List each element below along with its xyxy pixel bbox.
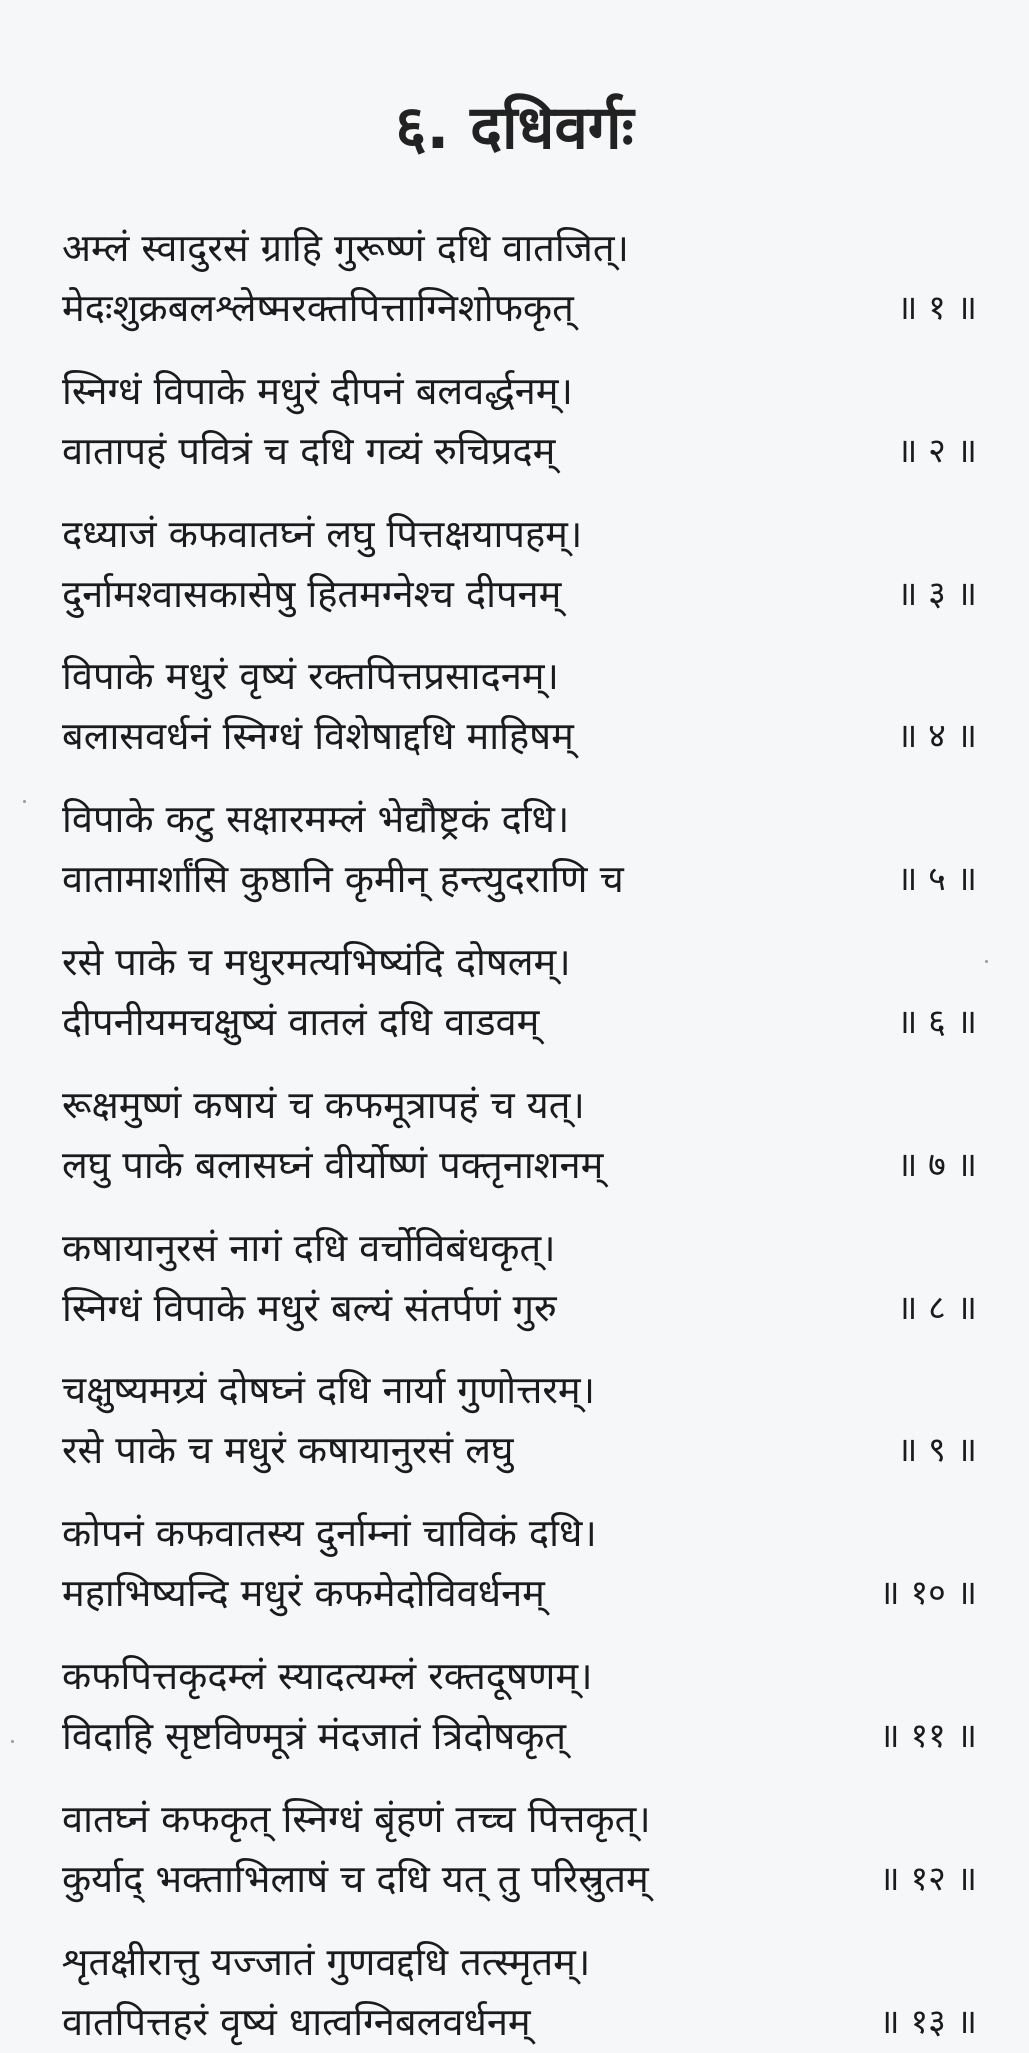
verse-line-1 bbox=[62, 361, 977, 421]
verse-number: ॥ २ ॥ bbox=[896, 431, 977, 471]
verse-line-2 bbox=[62, 992, 977, 1052]
scan-speck bbox=[23, 800, 26, 803]
verse-line-1 bbox=[62, 1789, 977, 1849]
verse-line-2 bbox=[62, 564, 977, 624]
verse-line-2 bbox=[62, 1420, 977, 1480]
verse-number: ॥ ८ ॥ bbox=[896, 1288, 977, 1328]
verse-text: दध्याजं कफवातघ्नं लघु पित्तक्षयापहम्। bbox=[62, 512, 583, 556]
verse-block bbox=[62, 361, 977, 481]
verse-block bbox=[62, 218, 977, 338]
chapter-title: ६. दधिवर्गः bbox=[395, 93, 634, 163]
verse-block bbox=[62, 1360, 977, 1480]
verse-block bbox=[62, 789, 977, 909]
verse-text: कुर्याद् भक्ताभिलाषं च दधि यत् तु परिस्रुतम् bbox=[62, 1857, 649, 1901]
verse-number: ॥ १० ॥ bbox=[879, 1573, 977, 1613]
verse-text: दुर्नामश्वासकासेषु हितमग्नेश्च दीपनम् bbox=[62, 572, 562, 616]
verse-text: स्निग्धं विपाके मधुरं दीपनं बलवर्द्धनम्। bbox=[62, 369, 573, 413]
verse-text: चक्षुष्यमग्र्यं दोषघ्नं दधि नार्या गुणोत्तरम्। bbox=[62, 1368, 596, 1412]
verse-block bbox=[62, 1789, 977, 1909]
verse-line-2 bbox=[62, 1849, 977, 1909]
verse-line-1 bbox=[62, 1218, 977, 1278]
verse-line-1 bbox=[62, 932, 977, 992]
verse-line-2 bbox=[62, 1563, 977, 1623]
verse-line-1 bbox=[62, 1932, 977, 1992]
verse-number: ॥ ७ ॥ bbox=[896, 1145, 977, 1185]
scan-speck bbox=[11, 1740, 14, 1743]
verse-line-2 bbox=[62, 849, 977, 909]
verse-text: वातपित्तहरं वृष्यं धात्वग्निबलवर्धनम् bbox=[62, 2000, 531, 2044]
verse-block bbox=[62, 1075, 977, 1195]
verse-text: कफपित्तकृदम्लं स्यादत्यम्लं रक्तदूषणम्। bbox=[62, 1654, 593, 1698]
verse-text: रूक्षमुष्णं कषायं च कफमूत्रापहं च यत्। bbox=[62, 1083, 585, 1127]
verse-line-1 bbox=[62, 1646, 977, 1706]
scan-speck bbox=[985, 960, 988, 963]
verse-number: ॥ ९ ॥ bbox=[896, 1430, 977, 1470]
verse-text: कोपनं कफवातस्य दुर्नाम्नां चाविकं दधि। bbox=[62, 1511, 597, 1555]
verse-line-1 bbox=[62, 646, 977, 706]
verse-text: बलासवर्धनं स्निग्धं विशेषाद्दधि माहिषम् bbox=[62, 714, 574, 758]
verse-text: लघु पाके बलासघ्नं वीर्योष्णं पक्तृनाशनम् bbox=[62, 1143, 604, 1187]
verse-line-2 bbox=[62, 421, 977, 481]
verse-line-1 bbox=[62, 1360, 977, 1420]
verse-line-2 bbox=[62, 1706, 977, 1766]
verse-line-1 bbox=[62, 1075, 977, 1135]
verse-text: वातघ्नं कफकृत् स्निग्धं बृंहणं तच्च पित्तकृत्। bbox=[62, 1797, 651, 1841]
verse-block bbox=[62, 1646, 977, 1766]
verse-text: अम्लं स्वादुरसं ग्राहि गुरूष्णं दधि वातजित्। bbox=[62, 226, 629, 270]
verse-text: विदाहि सृष्टविण्मूत्रं मंदजातं त्रिदोषकृत् bbox=[62, 1714, 567, 1758]
verse-text: विपाके मधुरं वृष्यं रक्तपित्तप्रसादनम्। bbox=[62, 654, 559, 698]
verse-text: रसे पाके च मधुरं कषायानुरसं लघु bbox=[62, 1428, 514, 1472]
verse-block bbox=[62, 1218, 977, 1338]
verse-number: ॥ ४ ॥ bbox=[896, 716, 977, 756]
verse-line-2 bbox=[62, 1278, 977, 1338]
verse-block bbox=[62, 504, 977, 624]
verse-text: शृतक्षीरात्तु यज्जातं गुणवद्दधि तत्स्मृतम्। bbox=[62, 1940, 591, 1984]
verse-text: रसे पाके च मधुरमत्यभिष्यंदि दोषलम्। bbox=[62, 940, 571, 984]
verse-line-2 bbox=[62, 1992, 977, 2052]
verse-number: ॥ ६ ॥ bbox=[896, 1002, 977, 1042]
verse-number: ॥ १२ ॥ bbox=[879, 1859, 977, 1899]
verse-number: ॥ ५ ॥ bbox=[896, 859, 977, 899]
verse-line-1 bbox=[62, 504, 977, 564]
verse-line-1 bbox=[62, 789, 977, 849]
verse-line-2 bbox=[62, 1135, 977, 1195]
verse-number: ॥ १३ ॥ bbox=[879, 2002, 977, 2042]
verse-text: स्निग्धं विपाके मधुरं बल्यं संतर्पणं गुरु bbox=[62, 1286, 557, 1330]
verse-line-1 bbox=[62, 1503, 977, 1563]
verse-text: विपाके कटु सक्षारमम्लं भेद्यौष्ट्रकं दधि। bbox=[62, 797, 570, 841]
verse-number: ॥ १ ॥ bbox=[896, 288, 977, 328]
verse-line-1 bbox=[62, 218, 977, 278]
verse-line-2 bbox=[62, 278, 977, 338]
verse-number: ॥ ३ ॥ bbox=[896, 574, 977, 614]
verse-text: वातापहं पवित्रं च दधि गव्यं रुचिप्रदम् bbox=[62, 429, 556, 473]
verse-block bbox=[62, 1503, 977, 1623]
verse-text: कषायानुरसं नागं दधि वर्चोविबंधकृत्। bbox=[62, 1226, 556, 1270]
verse-text: मेदःशुक्रबलश्लेष्मरक्तपित्ताग्निशोफकृत् bbox=[62, 286, 574, 330]
verse-line-2 bbox=[62, 706, 977, 766]
verse-block bbox=[62, 646, 977, 766]
verse-text: दीपनीयमचक्षुष्यं वातलं दधि वाडवम् bbox=[62, 1000, 540, 1044]
verse-text: वातामार्शांसि कुष्ठानि कृमीन् हन्त्युदराणि च bbox=[62, 857, 624, 901]
verse-block bbox=[62, 932, 977, 1052]
verse-text: महाभिष्यन्दि मधुरं कफमेदोविवर्धनम् bbox=[62, 1571, 545, 1615]
verse-block bbox=[62, 1932, 977, 2052]
verse-number: ॥ ११ ॥ bbox=[879, 1716, 977, 1756]
